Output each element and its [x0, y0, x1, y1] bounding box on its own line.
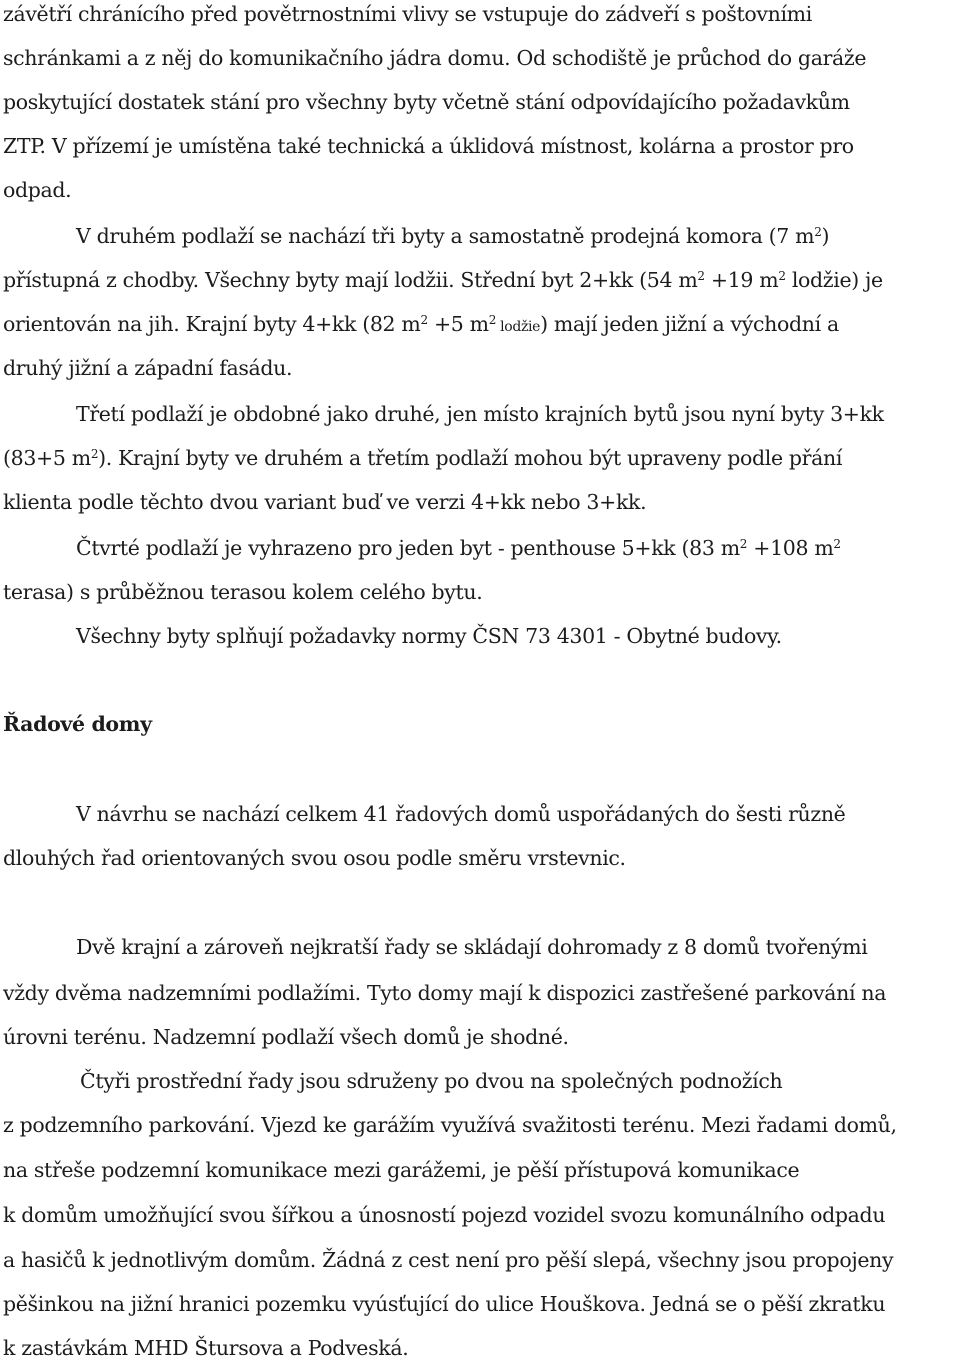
text-line: závětří chránícího před povětrnostními vlivy se vstupuje do zádveří s poštovními: [3, 2, 812, 26]
superscript: 2: [814, 225, 822, 239]
text-line: vždy dvěma nadzemními podlažími. Tyto domy mají k dispozici zastřešené parkování na: [3, 981, 887, 1005]
text-run: přístupná z chodby. Všechny byty mají lodžii. Střední byt 2+kk (54 m: [3, 268, 698, 292]
text-line: z podzemního parkování. Vjezd ke garážím využívá svažitosti terénu. Mezi řadami domů,: [3, 1113, 897, 1137]
text-line: k zastávkám MHD Štursova a Podveská.: [3, 1336, 409, 1360]
text-line: schránkami a z něj do komunikačního jádra domu. Od schodiště je průchod do garáže: [3, 46, 867, 70]
superscript: 2: [90, 447, 99, 461]
text-line: Čtyři prostřední řady jsou sdruženy po dvou na společných podnožích: [80, 1069, 783, 1093]
superscript: 2: [420, 313, 428, 327]
text-line: odpad.: [3, 178, 72, 202]
text-line: Dvě krajní a zároveň nejkratší řady se skládají dohromady z 8 domů tvořenými: [76, 935, 868, 959]
text-run: +19 m: [704, 268, 779, 292]
text-line: na střeše podzemní komunikace mezi garážemi, je pěší přístupová komunikace: [3, 1158, 800, 1182]
text-line: Třetí podlaží je obdobné jako druhé, jen místo krajních bytů jsou nyní byty 3+kk: [76, 402, 884, 426]
text-line: úrovni terénu. Nadzemní podlaží všech domů je shodné.: [3, 1025, 569, 1049]
text-line: k domům umožňující svou šířkou a únosností pojezd vozidel svozu komunálního odpadu: [3, 1203, 886, 1227]
text-line: druhý jižní a západní fasádu.: [3, 356, 293, 380]
text-run: +5 m: [427, 312, 489, 336]
text-run: (83+5 m: [3, 446, 91, 470]
superscript: 2: [833, 537, 841, 551]
text-line: terasa) s průběžnou terasou kolem celého bytu.: [3, 580, 483, 604]
text-line: Všechny byty splňují požadavky normy ČSN 73 4301 - Obytné budovy.: [76, 624, 782, 648]
superscript: 2: [488, 313, 497, 327]
text-line: pěšinkou na jižní hranici pozemku vyúsťující do ulice Houškova. Jedná se o pěší zkratku: [3, 1292, 886, 1316]
text-line: ZTP. V přízemí je umístěna také technická a úklidová místnost, kolárna a prostor pro: [3, 134, 854, 158]
text-line: dlouhých řad orientovaných svou osou podle směru vrstevnic.: [3, 846, 626, 870]
text-run: +108 m: [747, 536, 834, 560]
text-line: [3, 270, 883, 291]
text-run: ). Krajní byty ve druhém a třetím podlaží mohou být upraveny podle přání: [98, 446, 843, 470]
text-line: [3, 448, 842, 469]
text-line: V návrhu se nachází celkem 41 řadových domů uspořádaných do šesti různě: [76, 802, 846, 826]
text-line: a hasičů k jednotlivým domům. Žádná z cest není pro pěší slepá, všechny jsou propojeny: [3, 1248, 894, 1272]
text-line: [76, 538, 841, 559]
text-run: ) mají jeden jižní a východní a: [540, 312, 839, 336]
text-line: [3, 314, 839, 335]
text-run: Čtvrté podlaží je vyhrazeno pro jeden byt - penthouse 5+kk (83 m: [76, 536, 740, 560]
text-run-small: lodžie: [496, 319, 541, 335]
superscript: 2: [697, 269, 705, 283]
text-run: ): [821, 224, 830, 248]
text-run: lodžie) je: [785, 268, 883, 292]
superscript: 2: [739, 537, 748, 551]
superscript: 2: [778, 269, 786, 283]
text-run: orientován na jih. Krajní byty 4+kk (82 m: [3, 312, 421, 336]
text-run: V druhém podlaží se nachází tři byty a samostatně prodejná komora (7 m: [76, 224, 815, 248]
text-line: poskytující dostatek stání pro všechny byty včetně stání odpovídajícího požadavkům: [3, 90, 850, 114]
text-line: klienta podle těchto dvou variant buď ve verzi 4+kk nebo 3+kk.: [3, 490, 647, 514]
section-heading: Řadové domy: [3, 712, 152, 736]
text-line: [76, 226, 829, 247]
